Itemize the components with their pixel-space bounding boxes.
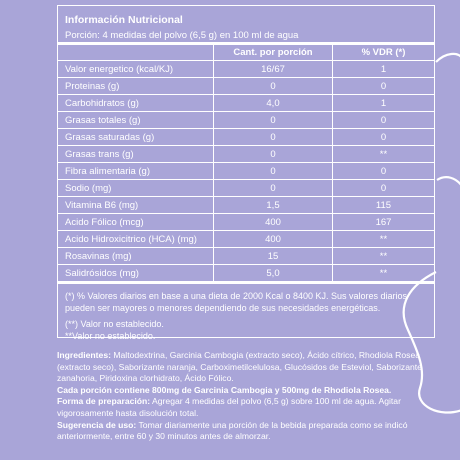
preparation-paragraph [57,396,441,419]
panel-title: Información Nutricional [65,14,183,26]
amount-per-portion: 5,0 [214,265,333,282]
nutrient-name: Proteinas (g) [58,78,214,95]
nutrient-name: Sodio (mg) [58,180,214,197]
vdr-percent: 115 [333,197,435,214]
amount-per-portion: 0 [214,163,333,180]
table-row [58,163,434,180]
panel-header [58,6,434,42]
table-row [58,180,434,197]
label-text-block [57,350,441,443]
nutrition-facts-panel [57,5,435,341]
nutrient-name: Grasas saturadas (g) [58,129,214,146]
footnote-2: **Valor no establecido. [65,331,156,341]
nutrient-name: Fibra alimentaria (g) [58,163,214,180]
header-nutrient [58,45,214,61]
usage-label: Sugerencia de uso: [57,419,137,430]
vdr-percent: ** [333,265,435,282]
amount-per-portion: 1,5 [214,197,333,214]
preparation-label: Forma de preparación: [57,396,151,407]
vdr-percent: 0 [333,78,435,95]
table-row [58,95,434,112]
vdr-percent: ** [333,146,435,163]
header-amount: Cant. por porción [214,45,333,61]
nutrition-table [58,45,434,281]
ingredients-text: Maltodextrina, Garcinia Cambogia (extracto seco), Ácido cítrico, Rhodiola Rosea (extracto seco), Saborizante naranja, Carboximetilcelulosa, Glucósidos de Esteviol, Saborizante zanahoria, Piridoxina clorhidrato, Ácido Fólico. [57,350,422,384]
amount-per-portion: 0 [214,112,333,129]
table-row [58,265,434,282]
vdr-percent: 0 [333,129,435,146]
vdr-percent: ** [333,248,435,265]
nutrient-name: Acido Hidroxicitrico (HCA) (mg) [58,231,214,248]
usage-paragraph [57,420,441,443]
swirl-mid-right [437,177,460,186]
table-row [58,112,434,129]
table-row [58,248,434,265]
portion-statement-text: Cada porción contiene 800mg de Garcinia Cambogia y 500mg de Rhodiola Rosea. [57,384,392,395]
amount-per-portion: 0 [214,146,333,163]
nutrient-name: Vitamina B6 (mg) [58,197,214,214]
table-row [58,78,434,95]
nutrient-name: Acido Fólico (mcg) [58,214,214,231]
portion-statement [57,385,441,397]
preparation-text: Agregar 4 medidas del polvo (6,5 g) sobre 100 ml de agua. Agitar vigorosamente hasta disolución total. [57,396,401,418]
nutrient-name: Carbohidratos (g) [58,95,214,112]
vdr-percent: 0 [333,112,435,129]
table-row [58,61,434,78]
amount-per-portion: 400 [214,214,333,231]
portion-text: Porción: 4 medidas del polvo (6,5 g) en 100 ml de agua [65,30,299,41]
nutrient-name: Rosavinas (mg) [58,248,214,265]
ingredients-label: Ingredientes: [57,350,111,360]
ingredients-paragraph [57,350,441,385]
amount-per-portion: 400 [214,231,333,248]
nutrient-name: Salidrósidos (mg) [58,265,214,282]
amount-per-portion: 16/67 [214,61,333,78]
table-row [58,197,434,214]
vdr-percent: 1 [333,61,435,78]
vdr-percent: ** [333,231,435,248]
vdr-percent: 0 [333,180,435,197]
amount-per-portion: 0 [214,78,333,95]
table-row [58,231,434,248]
vdr-percent: 0 [333,163,435,180]
amount-per-portion: 4,0 [214,95,333,112]
footnote-main: (*) % Valores diarios en base a una dieta de 2000 Kcal o 8400 KJ. Sus valores diarios pueden ser mayores o menores dependiendo de sus necesidades energéticas. [65,291,408,313]
swirl-top-right [436,54,460,62]
usage-text: Tomar diariamente una porción de la bebida preparada como se indicó anteriormente, entre 60 y 30 minutos antes de almorzar. [57,419,408,442]
amount-per-portion: 0 [214,129,333,146]
table-row [58,129,434,146]
nutrient-name: Valor energetico (kcal/KJ) [58,61,214,78]
header-vdr: % VDR (*) [333,45,435,61]
table-row [58,146,434,163]
vdr-percent: 1 [333,95,435,112]
table-row [58,214,434,231]
vdr-percent: 167 [333,214,435,231]
nutrient-name: Grasas totales (g) [58,112,214,129]
amount-per-portion: 15 [214,248,333,265]
footnotes [58,284,434,342]
amount-per-portion: 0 [214,180,333,197]
footnote-1: (**) Valor no establecido. [65,319,164,329]
table-header-row [58,45,434,61]
nutrient-name: Grasas trans (g) [58,146,214,163]
